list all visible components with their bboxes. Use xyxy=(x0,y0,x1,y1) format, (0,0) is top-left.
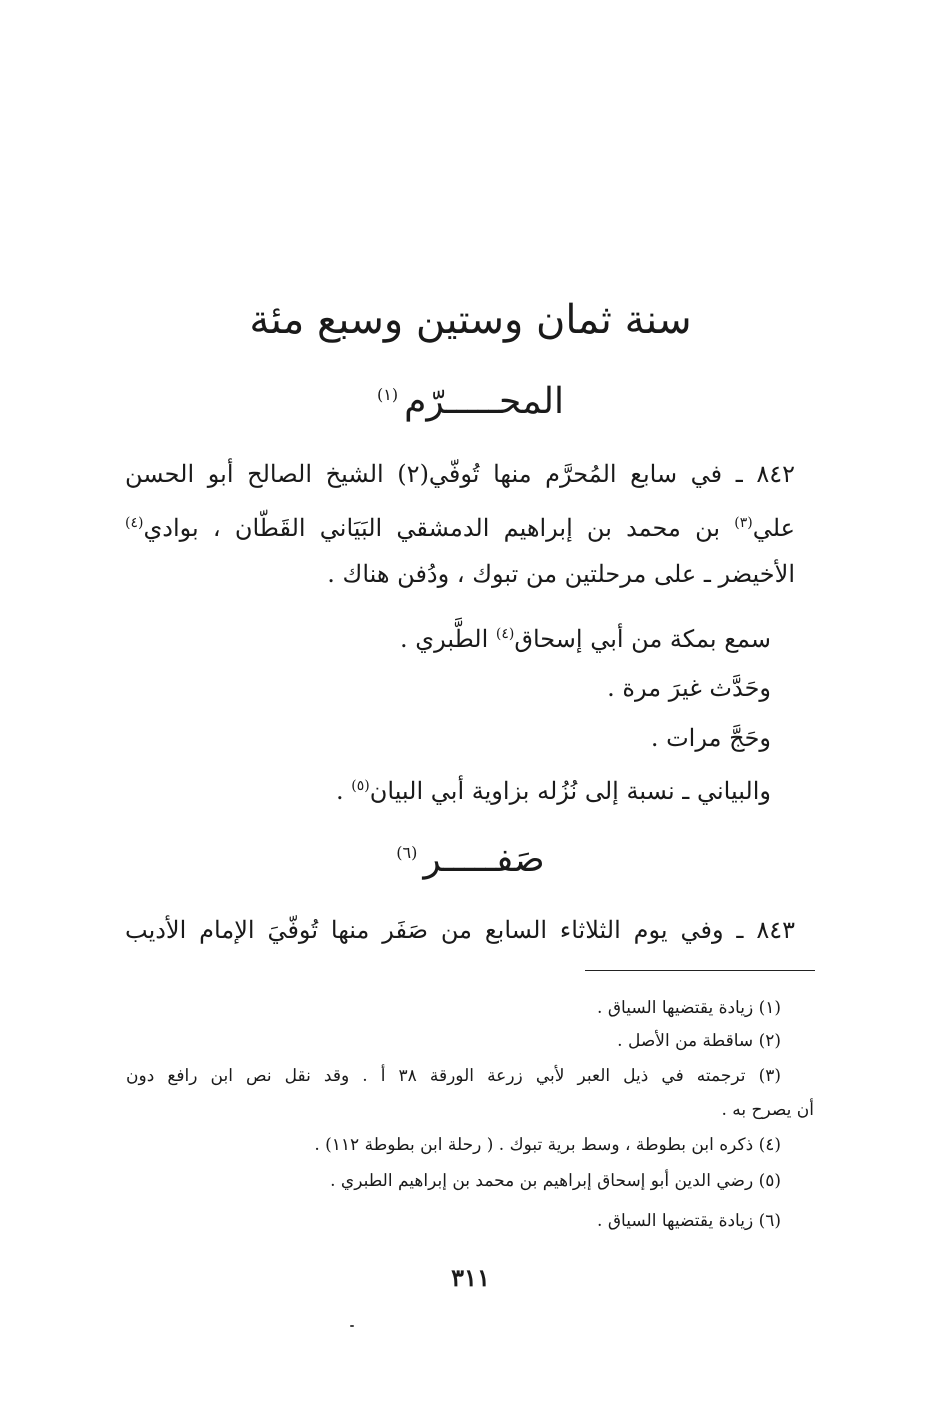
footnote-4: (٤) ذكره ابن بطوطة ، وسط برية تبوك . ( رحلة ابن بطوطة ١١٢) . xyxy=(314,1135,781,1155)
text-segment: الطَّبري . xyxy=(400,625,489,653)
footnote-ref: (٤) xyxy=(125,515,144,531)
month-label: صَفـــــر xyxy=(423,839,545,880)
entry-842-line-6: وحَجَّ مرات . xyxy=(650,724,771,752)
footnote-2: (٢) ساقطة من الأصل . xyxy=(617,1031,781,1051)
entry-842-line-5: وحَدَّث غيرَ مرة . xyxy=(607,674,771,702)
entry-842-line-1: ٨٤٢ ـ في سابع المُحرَّم منها تُوفّي(٢) الشيخ الصالح أبو الحسن xyxy=(125,460,796,488)
entry-842-line-3: الأخيضر ـ على مرحلتين من تبوك ، ودُفن هناك . xyxy=(327,560,795,588)
text-segment: سمع بمكة من أبي إسحاق xyxy=(514,625,771,653)
entry-843-line-1: ٨٤٣ ـ وفي يوم الثلاثاء السابع من صَفَر منها تُوفّيَ الإمام الأديب xyxy=(125,916,795,944)
footnote-5: (٥) رضي الدين أبو إسحاق إبراهيم بن محمد بن إبراهيم الطبري . xyxy=(330,1171,781,1191)
footnote-ref: (١) xyxy=(376,385,399,404)
month-heading-safar xyxy=(0,828,941,885)
month-label: المحـــــرّم xyxy=(404,381,564,422)
footnote-ref: (٦) xyxy=(396,843,418,862)
entry-842-line-4 xyxy=(131,616,771,657)
entry-842-line-2 xyxy=(125,505,795,546)
month-heading-muharram xyxy=(0,370,941,427)
footnote-1: (١) زيادة يقتضيها السياق . xyxy=(597,998,781,1018)
footnote-ref: (٤) xyxy=(495,626,515,642)
text-segment: . xyxy=(336,777,344,805)
footnote-ref: (٣) xyxy=(734,515,753,531)
text-segment: والبياني ـ نسبة إلى نُزُله بزاوية أبي البيان xyxy=(369,777,771,805)
year-heading: سنة ثمان وستين وسبع مئة xyxy=(249,297,692,343)
footnote-divider xyxy=(585,970,815,971)
footnote-3: (٣) ترجمته في ذيل العبر لأبي زرعة الورقة ٣٨ أ . وقد نقل نص ابن رافع دون xyxy=(126,1066,781,1086)
ink-speck xyxy=(350,1325,354,1327)
text-segment: بن محمد بن إبراهيم الدمشقي البَيَاني القَطّان ، بوادي xyxy=(143,514,721,542)
text-segment: علي xyxy=(752,514,795,542)
footnote-6: (٦) زيادة يقتضيها السياق . xyxy=(597,1211,781,1231)
entry-842-line-7 xyxy=(131,768,771,809)
footnote-ref: (٥) xyxy=(351,778,370,794)
footnote-3-continued: أن يصرح به . xyxy=(721,1100,814,1120)
page-number: ٣١١ xyxy=(451,1263,490,1292)
